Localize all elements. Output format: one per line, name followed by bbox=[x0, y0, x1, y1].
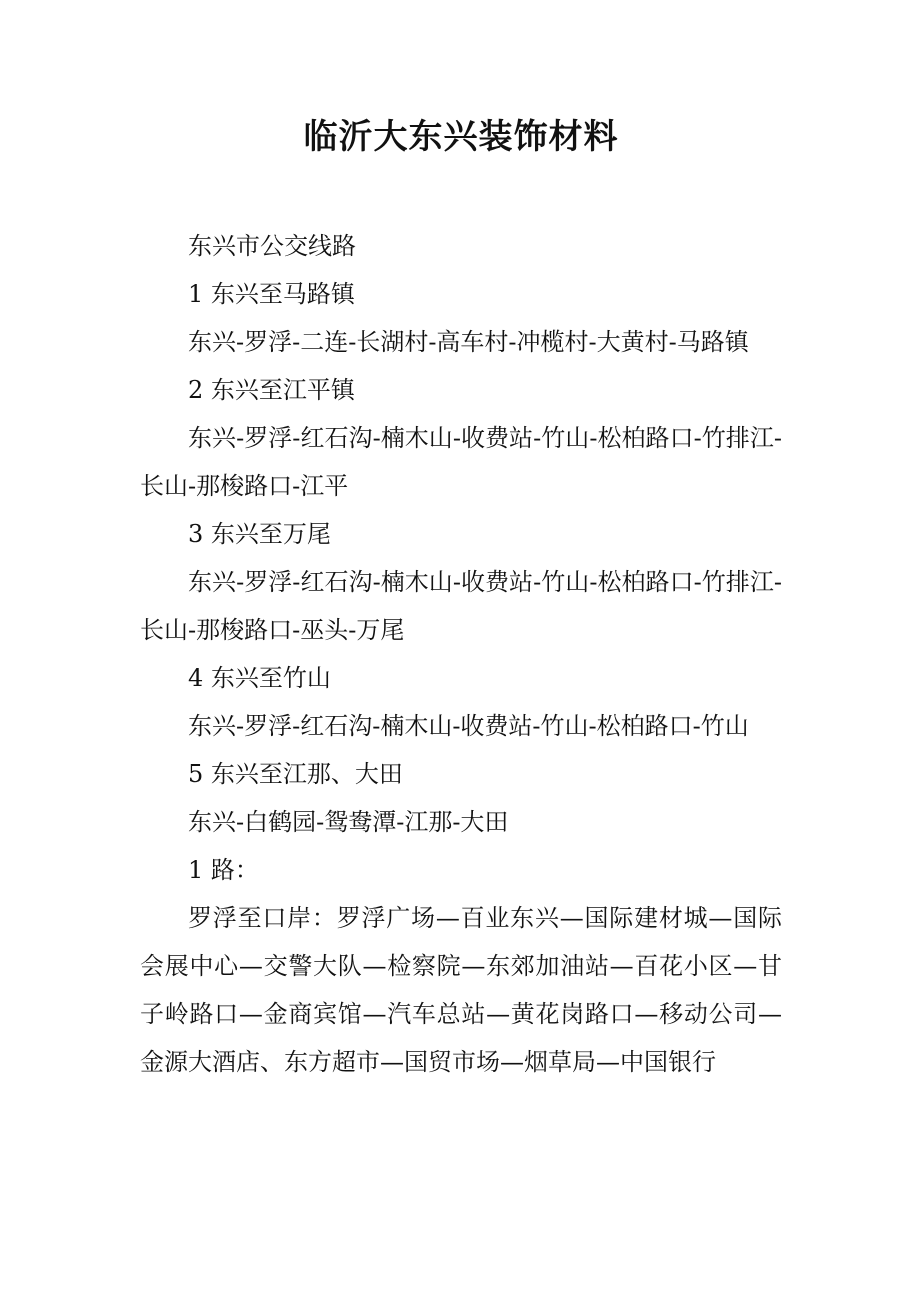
paragraph: 东兴-罗浮-红石沟-楠木山-收费站-竹山-松柏路口-竹排江-长山-那梭路口-江平 bbox=[140, 424, 782, 500]
paragraph: 东兴-罗浮-二连-长湖村-高车村-冲榄村-大黄村-马路镇 bbox=[188, 328, 749, 356]
paragraph: 1 路： bbox=[188, 856, 259, 884]
paragraph: 3 东兴至万尾 bbox=[188, 520, 331, 548]
paragraph: 4 东兴至竹山 bbox=[188, 664, 331, 692]
paragraph: 东兴-罗浮-红石沟-楠木山-收费站-竹山-松柏路口-竹排江-长山-那梭路口-巫头-万尾 bbox=[140, 568, 782, 644]
paragraph: 5 东兴至江那、大田 bbox=[188, 760, 403, 788]
paragraph: 东兴-白鹤园-鸳鸯潭-江那-大田 bbox=[188, 808, 509, 836]
document-body bbox=[140, 222, 782, 1086]
paragraph: 东兴市公交线路 bbox=[188, 232, 356, 260]
document-title: 临沂大东兴装饰材料 bbox=[303, 117, 619, 157]
paragraph: 罗浮至口岸：罗浮广场—百业东兴—国际建材城—国际会展中心—交警大队—检察院—东郊加油站—百花小区—甘子岭路口—金商宾馆—汽车总站—黄花岗路口—移动公司—金源大酒店、东方超市—国贸市场—烟草局—中国银行 bbox=[140, 904, 782, 1076]
paragraph: 2 东兴至江平镇 bbox=[188, 376, 355, 404]
paragraph: 1 东兴至马路镇 bbox=[188, 280, 355, 308]
paragraph: 东兴-罗浮-红石沟-楠木山-收费站-竹山-松柏路口-竹山 bbox=[188, 712, 749, 740]
